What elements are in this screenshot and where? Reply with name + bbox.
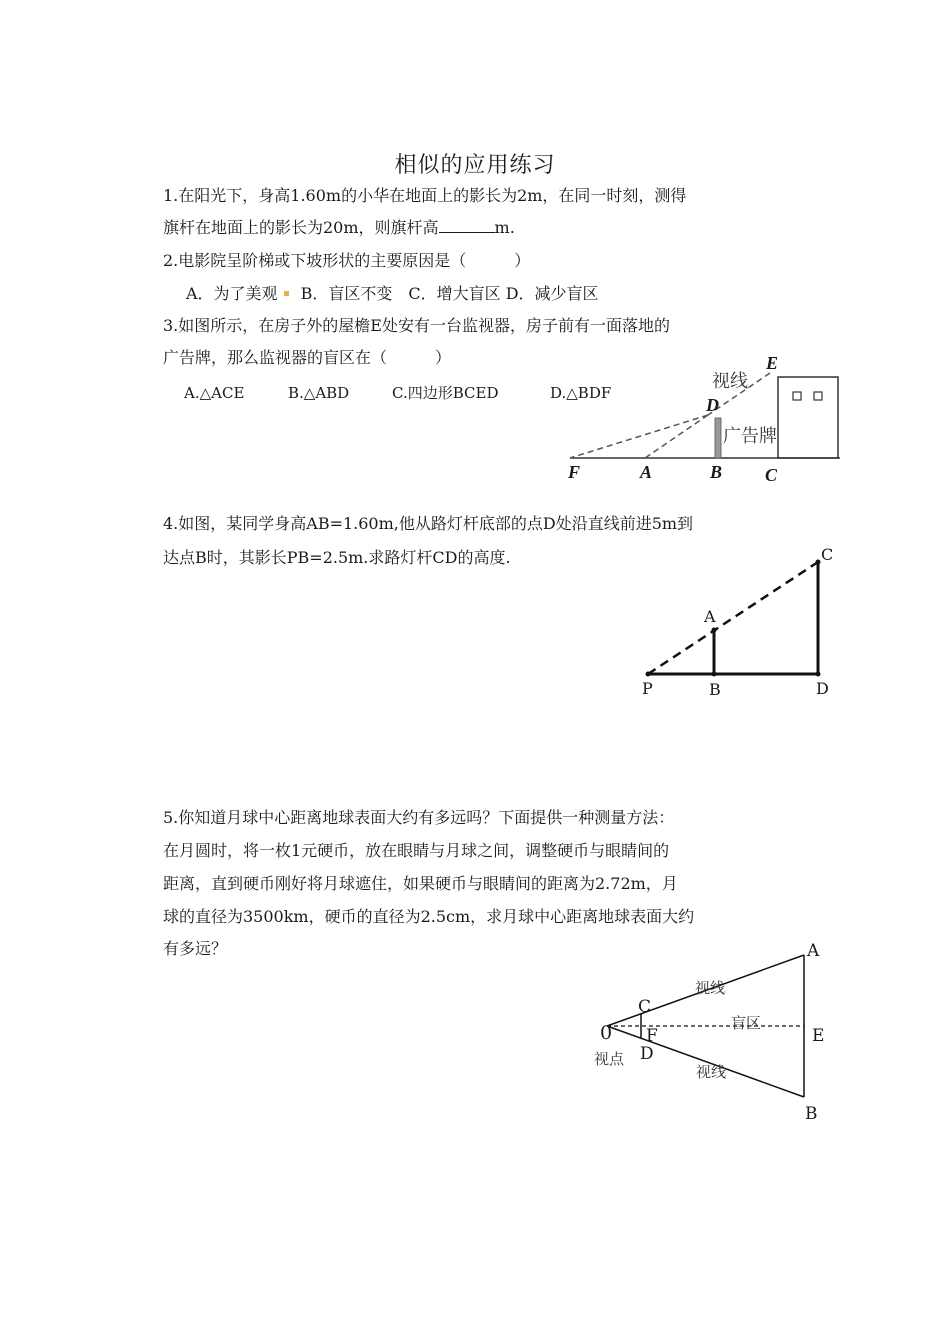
q3-point-c: C (765, 465, 778, 485)
q2-option-c: C．增大盲区 (408, 284, 501, 303)
page-title: 相似的应用练习 (394, 153, 556, 178)
q4-point-b: B (709, 680, 721, 699)
q5-label-viewpoint: 视点 (594, 1050, 625, 1068)
q5-point-f: F (646, 1026, 658, 1046)
q2-options (186, 284, 599, 304)
q4-point-c: C (821, 545, 834, 564)
q4-dot-a (712, 628, 717, 633)
q4-dot-b (712, 672, 717, 677)
q3-line-2: 广告牌，那么监视器的盲区在（ ） (163, 348, 452, 367)
q2-option-a: A．为了美观 (186, 284, 278, 303)
q5-line-3: 距离，直到硬币刚好将月球遮住，如果硬币与眼睛间的距离为2.72m，月 (163, 874, 678, 893)
q5-line-5: 有多远？ (163, 939, 228, 958)
q4-dot-d (816, 672, 821, 677)
q2-option-b: B．盲区不变 (300, 284, 393, 303)
q2-stem: 2.电影院呈阶梯或下坡形状的主要原因是（ ） (163, 251, 531, 270)
q4-point-d: D (816, 679, 829, 698)
q1-line-2-text: 旗杆在地面上的影长为20m，则旗杆高 (163, 218, 439, 237)
q3-line-1: 3.如图所示，在房子外的屋檐E处安有一台监视器，房子前有一面落地的 (163, 316, 670, 335)
q1-line-2 (163, 218, 515, 238)
q4-dot-c (816, 560, 821, 565)
q1-line-2-unit: m. (494, 218, 515, 237)
q4-dot-p (646, 672, 651, 677)
q3-label-sightline: 视线 (712, 371, 748, 392)
q3-option-a: A.△ACE (184, 384, 245, 402)
q3-house (778, 377, 838, 458)
q3-segment-ad (645, 415, 708, 458)
q4-point-a: A (704, 607, 716, 626)
q3-label-billboard: 广告牌 (723, 426, 777, 447)
q3-point-a: A (640, 462, 653, 482)
q3-point-f: F (568, 462, 581, 482)
q2-option-d: D．减少盲区 (505, 284, 599, 303)
q3-billboard (715, 418, 721, 458)
q4-point-p: P (642, 679, 653, 698)
q5-point-e: E (812, 1026, 825, 1046)
q3-option-d: D.△BDF (550, 384, 612, 402)
q1-line-1: 1.在阳光下，身高1.60m的小华在地面上的影长为2m，在同一时刻，测得 (163, 186, 687, 205)
q5-label-blind-zone: 盲区 (731, 1014, 762, 1032)
q1-answer-blank (439, 218, 495, 233)
q3-point-b: B (710, 462, 723, 482)
q4-light-ray-pc (648, 562, 818, 674)
q5-line-4: 球的直径为3500km，硬币的直径为2.5cm，求月球中心距离地球表面大约 (163, 907, 695, 926)
q3-house-window-1 (793, 392, 801, 400)
q4-line-2: 达点B时，其影长PB=2.5m.求路灯杆CD的高度. (163, 548, 511, 567)
q4-figure (630, 540, 850, 710)
q3-house-window-2 (814, 392, 822, 400)
q4-line-1: 4.如图，某同学身高AB=1.60m,他从路灯杆底部的点D处沿直线前进5m到 (163, 514, 694, 533)
q5-point-o: 0 (600, 1022, 613, 1044)
q5-label-sightline-top: 视线 (695, 979, 726, 997)
q3-option-b: B.△ABD (288, 384, 350, 402)
q5-line-ob (607, 1026, 804, 1097)
q5-line-1: 5.你知道月球中心距离地球表面大约有多远吗？下面提供一种测量方法： (163, 808, 675, 827)
highlight-mark-icon (284, 291, 289, 296)
q5-point-a: A (807, 941, 820, 961)
q3-figure (560, 345, 850, 490)
q3-sightline-lower (570, 415, 708, 458)
q3-point-d: D (706, 395, 719, 415)
q3-option-c: C.四边形BCED (392, 384, 499, 402)
q5-point-d: D (640, 1044, 654, 1064)
q5-line-2: 在月圆时，将一枚1元硬币，放在眼睛与月球之间，调整硬币与眼睛间的 (163, 841, 670, 860)
q5-figure (585, 935, 835, 1130)
q3-point-e: E (766, 353, 779, 373)
q5-label-sightline-bottom: 视线 (696, 1063, 727, 1081)
q5-point-b: B (805, 1104, 818, 1124)
q5-point-c: C (638, 997, 652, 1017)
